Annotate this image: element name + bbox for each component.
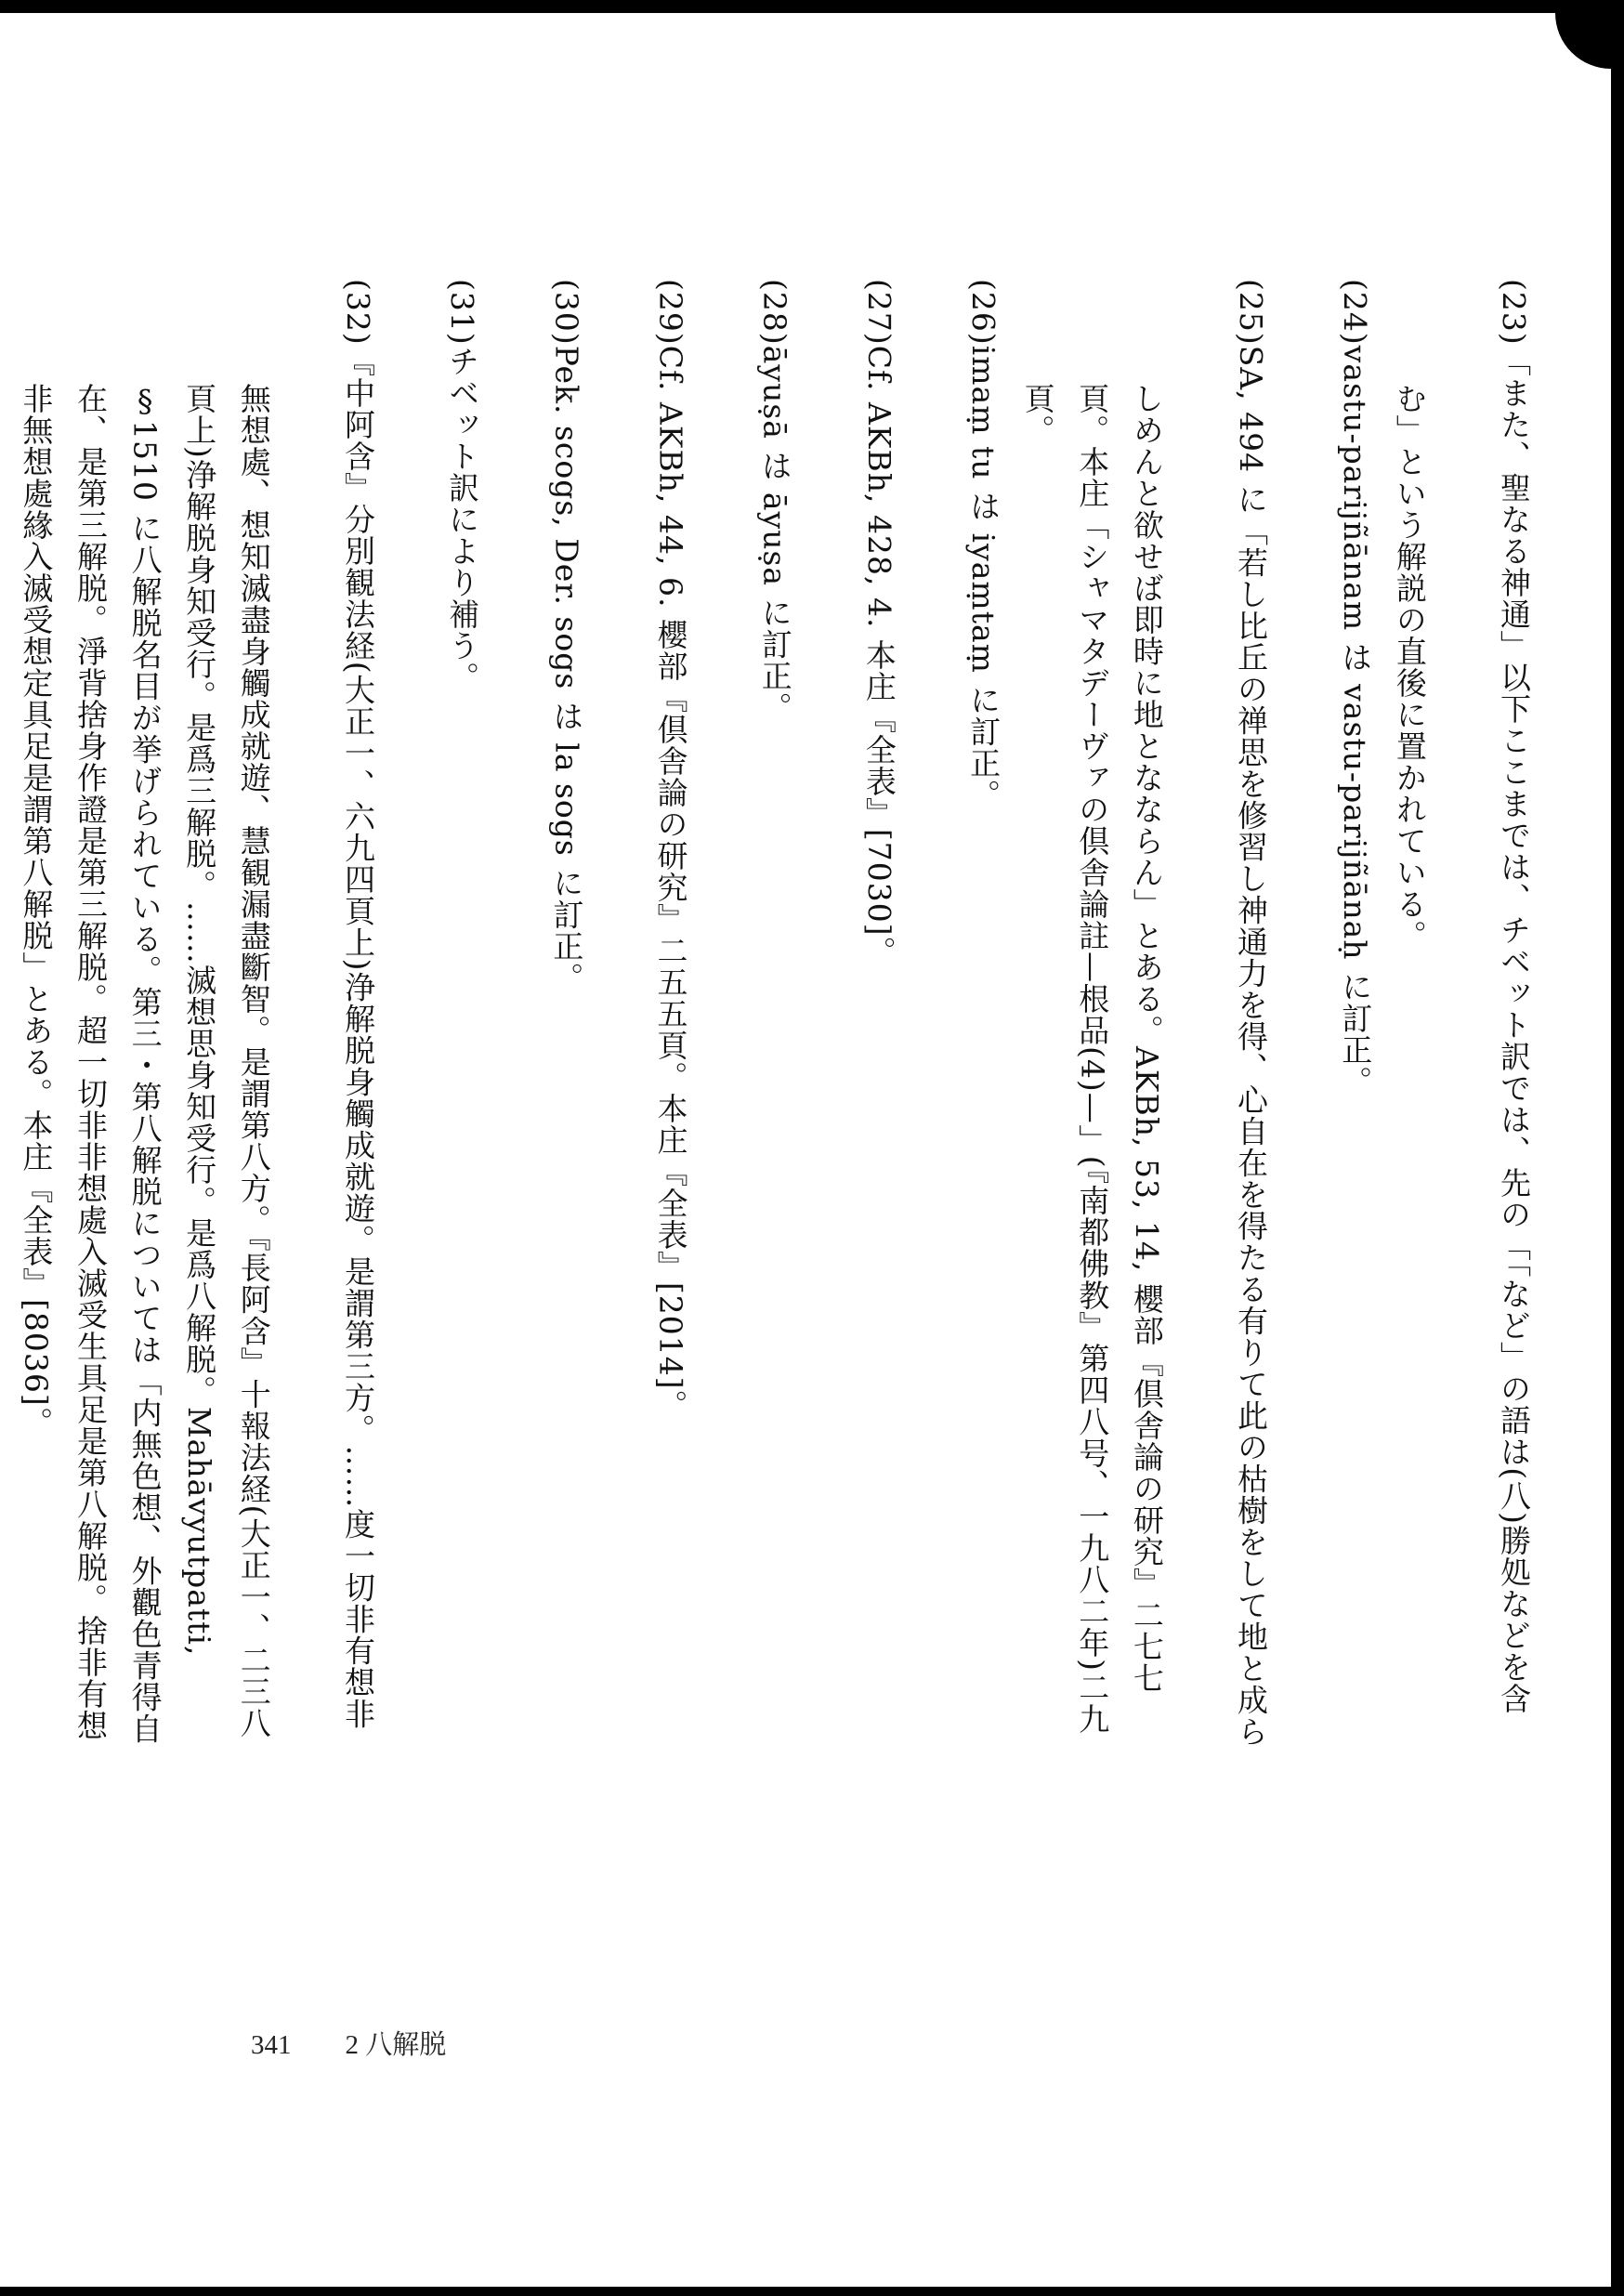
note-31 [385, 279, 489, 1756]
scan-border-right [1611, 0, 1624, 2296]
note-text: Pek. scogs, Der. sogs は la sogs に訂正。 [548, 345, 585, 994]
note-23 [1382, 279, 1540, 1756]
note-number: (31) [444, 279, 481, 346]
page-number: 341 [251, 2030, 292, 2060]
note-text: 「また、聖なる神通」以下ここまでは、チベット訳では、先の「「など」の語は(八)勝処などを含む」という解説の直後に置かれている。 [1391, 345, 1532, 1714]
note-32 [8, 279, 385, 1756]
note-29 [593, 279, 697, 1756]
note-27 [802, 279, 906, 1756]
note-number: (29) [652, 279, 689, 346]
note-28 [698, 279, 802, 1756]
note-30 [489, 279, 593, 1756]
running-head: 2 八解脱 [345, 2030, 447, 2060]
note-33 [0, 279, 8, 1756]
endnotes-column [0, 279, 1540, 1756]
note-number: (25) [1233, 279, 1270, 346]
note-number: (26) [965, 279, 1002, 346]
note-text: 『中阿含』分別観法経(大正一、六九四頁上)浄解脱身觸成就遊。是謂第三方。……度一切非有想非無想處、想知滅盡身觸成就遊、慧観漏盡斷智。是謂第八方。『長阿含』十報法経(大正一、二三八頁上)浄解脱身知受行。是爲三解脱。……滅想思身知受行。是爲八解脱。Mahāvyutpatti, §1510 に八解脱名目が挙げられている。第三・第八解脱については「内無色想、外觀色青得自在、是第三解脱。淨背捨身作證是第三解脱。超一切非非想處入滅受生具足是第八解脱。捨非有想非無想處緣入滅受想定具足是謂第八解脱」とある。本庄『全表』[8036]。 [18, 345, 376, 1745]
note-26 [906, 279, 1010, 1756]
note-number: (28) [756, 279, 793, 346]
note-number: (24) [1337, 279, 1374, 346]
note-24 [1277, 279, 1382, 1756]
note-text: imaṃ tu は iyaṃtaṃ に訂正。 [965, 345, 1002, 811]
note-number: (32) [339, 279, 376, 346]
note-number: (23) [1496, 279, 1532, 346]
note-number: (30) [548, 279, 585, 346]
note-text: チベット訳により補う。 [444, 345, 481, 693]
note-text: āyuṣā は āyuṣa に訂正。 [756, 345, 793, 724]
note-text: Cf. AKBh, 428, 4. 本庄『全表』[7030]。 [860, 345, 897, 968]
note-text: vastu-parijñānam は vastu-parijñānaḥ に訂正。 [1337, 345, 1374, 1098]
note-text: Cf. AKBh, 44, 6. 櫻部『倶舎論の研究』二五五頁。本庄『全表』[2014]。 [652, 345, 689, 1422]
note-text: SA, 494 に「若し比丘の禅思を修習し神通力を得、心自在を得たる有りて此の枯樹をして地と成らしめんと欲せば即時に地となならん」とある。AKBh, 53, 14, 櫻部『倶舎論の研究』二七七頁。本庄「シャマタデーヴァの倶舎論註—根品(4)—」(『南都佛教』第四八号、一九八二年)二九頁。 [1019, 345, 1270, 1748]
note-number [0, 279, 8, 346]
scan-border-bottom [0, 2287, 1624, 2296]
note-number: (27) [860, 279, 897, 346]
note-25 [1010, 279, 1277, 1756]
scan-border-top [0, 0, 1624, 13]
scan-corner-shadow [1555, 13, 1611, 69]
page-footer [251, 2024, 446, 2062]
